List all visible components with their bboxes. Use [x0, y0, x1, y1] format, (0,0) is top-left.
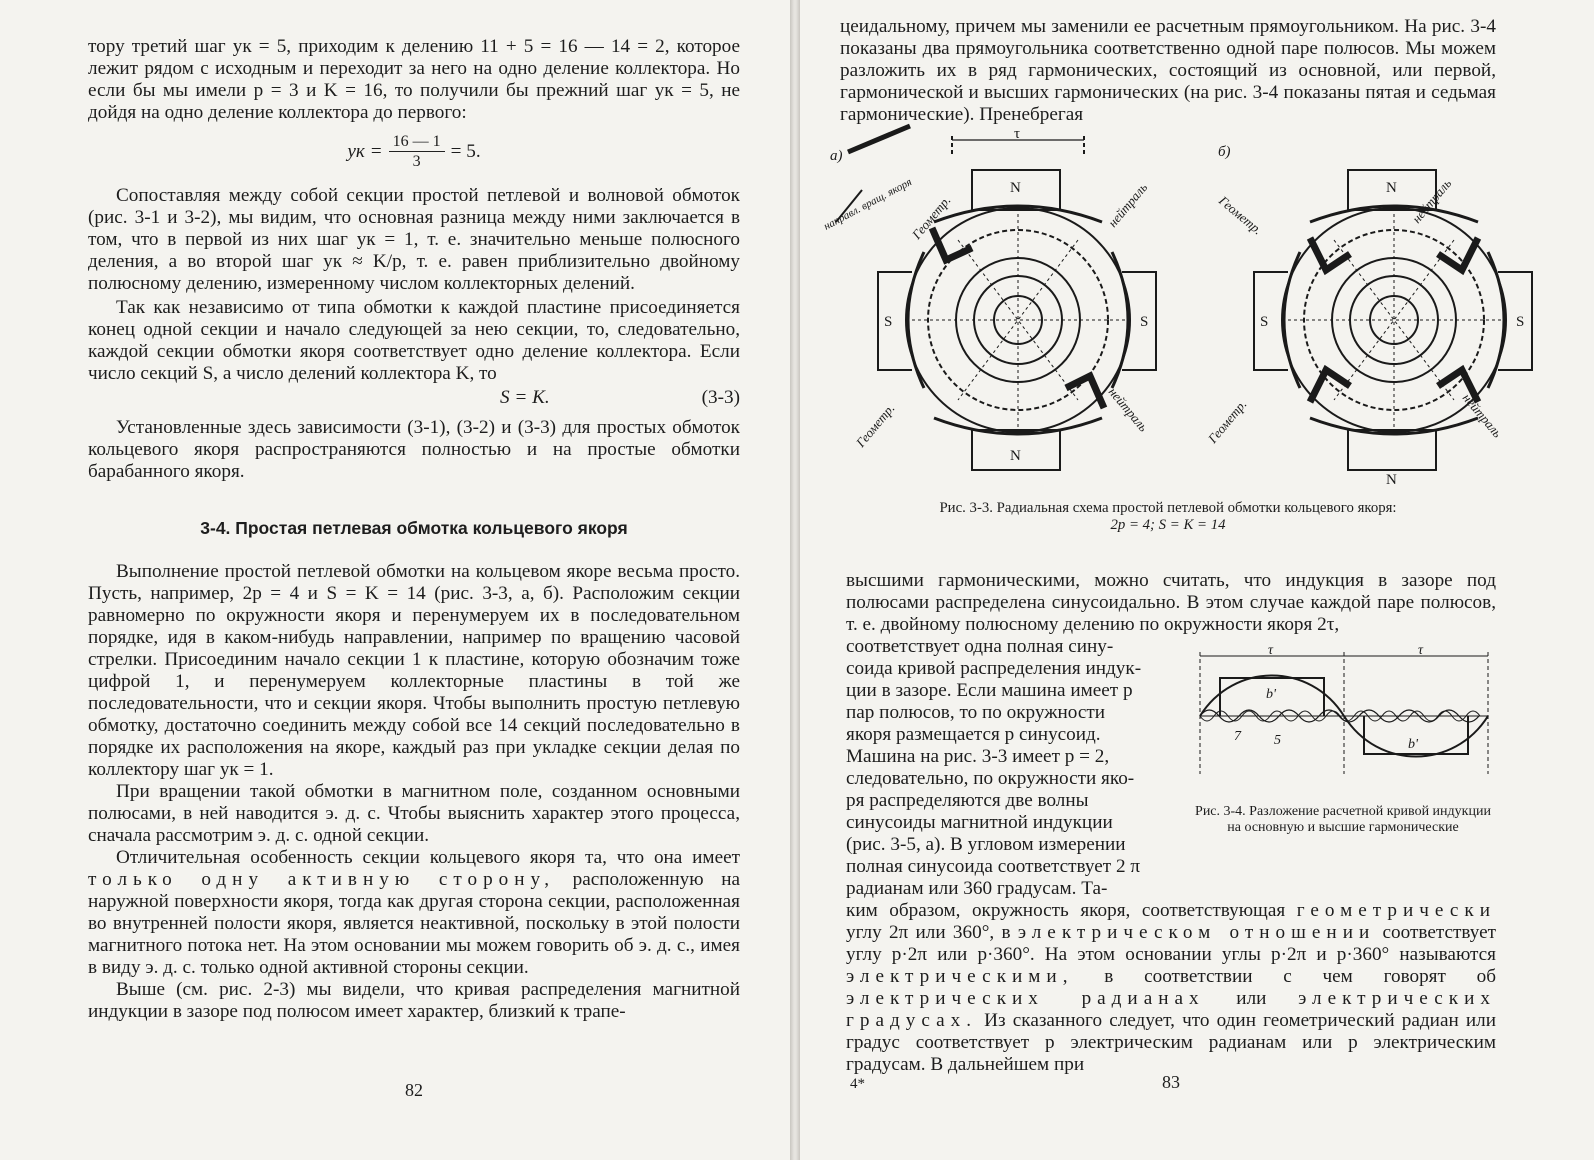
equation-expr: S = K. [499, 387, 550, 408]
caption-line: 2p = 4; S = K = 14 [1110, 517, 1226, 533]
geom-label-a2: Геометр. [852, 400, 898, 450]
pole-n-bottom-b: N [1386, 472, 1397, 488]
section-heading: 3-4. Простая петлевая обмотка кольцевого якоря [200, 518, 628, 538]
text-line: пар полюсов, то по окружности [846, 702, 1106, 723]
equation-number: (3-3) [701, 387, 740, 408]
text-run: соответствует углу p·2π или p·360°. На этом основании углы p·2π и p·360° называются [846, 922, 1496, 965]
text-run: углу 2π или 360°, в [846, 922, 1011, 943]
geom-label-b2: Геометр. [1204, 396, 1250, 446]
b-prime-bottom: b' [1408, 737, 1418, 752]
formula-yk [88, 132, 740, 171]
paragraph: Выше (см. рис. 2-3) мы видели, что кривая распределения магнитной индукции в зазоре под полюсом имеет характер, близкий к трапе- [88, 979, 740, 1022]
paragraph: Выполнение простой петлевой обмотки на кольцевом якоре весьма просто. Пусть, например, 2p = 4 и S = K = 14 (рис. 3-3, а, б). Расположим секции равномерно по окружности якоря и перенумеруем их в последовательном порядке, идя в каком-нибудь направлении, например по вращению часовой стрелки. Присоединим начало секции 1 к пластине, которую обозначим тоже цифрой 1, и перенумеруем коллекторные пластины в той же последовательности, что и секции якоря. Чтобы выполнить простую петлевую обмотку, достаточно соединить между собой все 14 секций последовательно в порядке их расположения на якоре, каждый раз при укладке секции делая по коллектору шаг yк = 1. [88, 561, 740, 780]
figure-3-3 [821, 126, 1525, 500]
neutral-label-a2: нейтраль [1105, 384, 1152, 435]
spaced-emphasis: электрических градусах. [846, 988, 1496, 1031]
text-line: (рис. 3-5, а). В угловом измерении [846, 834, 1126, 855]
neutral-label-b: нейтраль [1408, 175, 1455, 226]
text-line: синусоиды магнитной индукции [846, 812, 1113, 833]
tau-label-2: τ [1418, 643, 1424, 658]
figure-3-4-caption: Рис. 3-4. Разложение расчетной кривой индукции на основную и высшие гармонические [1195, 804, 1491, 835]
paragraph: цеидальному, причем мы заменили ее расчетным прямоугольником. На рис. 3-4 показаны два прямоугольника соответственно одной паре полюсов. Мы можем разложить их в ряд гармонических, состоящий из основной, или первой, гармонической и высших гармонических (на рис. 3-4 показаны пятая и седьмая гармонические). Пренебрегая [840, 16, 1496, 125]
figure-3-3-caption [840, 500, 1496, 534]
text-line: ции в зазоре. Если машина имеет p [846, 680, 1133, 701]
text-column-right-mid [846, 570, 1496, 636]
paragraph: Сопоставляя между собой секции простой петлевой и волновой обмоток (рис. 3-1 и 3-2), мы видим, что основная разница между ними заключается в том, что в первой из них шаг yк = 1, т. е. значительно меньше полюсного деления, а во второй шаг yк ≈ K/p, т. е. равен приблизительно двойному полюсному делению, измеренному числом коллекторных делений. [88, 185, 740, 294]
text-run: расположенную на наружной поверхности якоря, тогда как другая сторона секции, расположенная во внутренней полости якоря, является неактивной, поскольку в этой полости магнитного потока нет. На этом основании мы можем говорить об э. д. с., имея в виду э. д. с. только одной активной стороны секции. [88, 869, 740, 978]
spaced-emphasis: электрическом отношении [1017, 922, 1376, 943]
paragraph [846, 900, 1496, 1076]
text-line: ря распределяются две волны [846, 790, 1089, 811]
tau-label-1: τ [1268, 643, 1274, 658]
signature-mark: 4* [850, 1076, 865, 1092]
harmonic-7-label: 7 [1234, 729, 1241, 744]
spaced-emphasis: геометрически [1296, 900, 1496, 921]
fraction-denominator: 3 [412, 153, 421, 170]
paragraph: Так как независимо от типа обмотки к каждой пластине присоединяется конец одной секции и начало следующей за нею секции, то, следовательно, каждой секции обмотки якоря соответствует одно деление коллектора. Если число секций S, а число делений коллектора K, то [88, 297, 740, 384]
harmonic-5-label: 5 [1274, 733, 1281, 748]
spaced-emphasis: только одну активную сторону, [88, 869, 555, 890]
rotation-label: направл. вращ. якоря [821, 176, 914, 233]
caption-line: Рис. 3-3. Радиальная схема простой петлевой обмотки кольцевого якоря: [939, 500, 1397, 516]
fraction-numerator: 16 — 1 [389, 132, 445, 152]
fig-label-b: б) [1218, 144, 1231, 160]
paragraph [88, 847, 740, 979]
pole-s-left-b: S [1260, 314, 1269, 330]
formula-rhs: = 5. [450, 140, 481, 162]
text-run: Из сказанного следует, что один геометрический радиан или градус соответствует p электрическим радианам или p электрическим градусам. В дальнейшем при [846, 1010, 1497, 1075]
text-line: Машина на рис. 3-3 имеет p = 2, [846, 746, 1110, 767]
text-line: соответствует одна полная сину- [846, 636, 1114, 657]
pole-s-right-a: S [1140, 314, 1149, 330]
text-line: полная синусоида соответствует 2 π [846, 856, 1141, 877]
formula-lhs: yк = [347, 140, 383, 162]
paragraph: Установленные здесь зависимости (3-1), (3-2) и (3-3) для простых обмоток кольцевого якоря распространяются полностью и на простые обмотки барабанного якоря. [88, 417, 740, 482]
b-prime-top: b' [1266, 687, 1276, 702]
text-line: следовательно, по окружности яко- [846, 768, 1135, 789]
text-run: Отличительная особенность секции кольцевого якоря та, что она имеет [116, 847, 740, 868]
page-82 [0, 0, 790, 1160]
text-run: в соответствии с чем говорят об [1104, 966, 1496, 987]
text-line: радианам или 360 градусам. Та- [846, 878, 1108, 899]
geom-label-a: Геометр. [908, 192, 954, 242]
text-run: ким образом, окружность якоря, соответствующая [846, 900, 1286, 921]
text-column-right-top [840, 16, 1496, 126]
text-line: якоря размещается p синусоид. [846, 724, 1101, 745]
equation-3-3 [88, 387, 740, 409]
book-gutter [790, 0, 800, 1160]
pole-n-top-b: N [1386, 180, 1397, 196]
page-83 [800, 0, 1594, 1160]
neutral-label-a: нейтраль [1104, 179, 1151, 230]
neutral-label-b2: нейтраль [1459, 390, 1506, 441]
text-run: или [1236, 988, 1267, 1009]
page-number: 83 [1162, 1072, 1180, 1092]
paragraph: высшими гармоническими, можно считать, что индукция в зазоре под полюсами распределена синусоидально. В этом случае каждой паре полюсов, т. е. двойному полюсному делению по окружности якоря 2τ, [846, 570, 1496, 635]
text-column-right-bottom [846, 900, 1496, 1076]
geom-label-b: Геометр. [1216, 192, 1266, 238]
page-number: 82 [405, 1080, 423, 1100]
pole-n-top-a: N [1010, 180, 1021, 196]
spaced-emphasis: электрических радианах [846, 988, 1205, 1009]
figure-3-4 [1194, 644, 1494, 782]
tau-label: τ [1014, 126, 1021, 142]
text-line: соида кривой распределения индук- [846, 658, 1142, 679]
pole-n-bottom-a: N [1010, 448, 1021, 464]
pole-s-right-b: S [1516, 314, 1525, 330]
paragraph: При вращении такой обмотки в магнитном поле, созданном основными полюсами, в ней наводится э. д. с. Чтобы выяснить характер этого процесса, сначала рассмотрим э. д. с. одной секции. [88, 781, 740, 846]
fraction [389, 132, 445, 171]
spaced-emphasis: электрическими, [846, 966, 1074, 987]
fig-label-a: а) [830, 148, 843, 164]
paragraph: тору третий шаг yк = 5, приходим к делению 11 + 5 = 16 — 14 = 2, которое лежит рядом с исходным и переходит за него на одно деление коллектора. Но если бы мы имели p = 3 и K = 16, то получили бы прежний шаг yк = 5, не дойдя на одно деление коллектора до первого: [88, 36, 740, 123]
wrap-text-column [846, 636, 1172, 900]
text-column-left [88, 36, 740, 1023]
pole-s-left-a: S [884, 314, 893, 330]
